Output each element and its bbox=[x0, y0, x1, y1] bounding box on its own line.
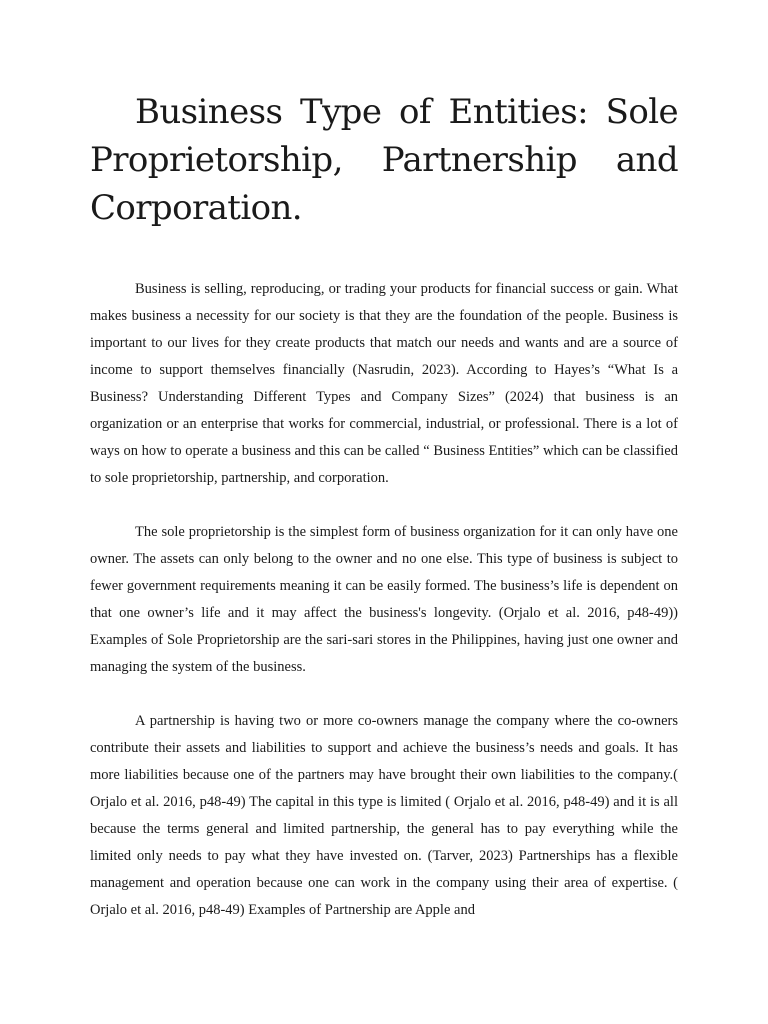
paragraph-business-definition: Business is selling, reproducing, or trading your products for financial success or gain. What makes business a necessity for our society is that they are the foundation of the people. Business is important to our lives for they create products that match our needs and wants and are a source of income to support themselves financially (Nasrudin, 2023). According to Hayes’s “What Is a Business? Understanding Different Types and Company Sizes” (2024) that business is an organization or an enterprise that works for commercial, industrial, or professional. There is a lot of ways on how to operate a business and this can be called “ Business Entities” which can be classified to sole proprietorship, partnership, and corporation. bbox=[90, 281, 678, 486]
document-body bbox=[90, 276, 678, 951]
paragraph-partnership: A partnership is having two or more co-owners manage the company where the co-owners contribute their assets and liabilities to support and achieve the business’s needs and goals. It has more liabilities because one of the partners may have brought their own liabilities to the company.( Orjalo et al. 2016, p48-49) The capital in this type is limited ( Orjalo et al. 2016, p48-49) and it is all because the terms general and limited partnership, the general has to pay everything while the limited only needs to pay what they have invested on. (Tarver, 2023) Partnerships has a flexible management and operation because one can work in the company using their area of expertise. ( Orjalo et al. 2016, p48-49) Examples of Partnership are Apple and bbox=[90, 713, 678, 918]
document-title: Business Type of Entities: Sole Proprietorship, Partnership and Corporation. bbox=[90, 92, 678, 228]
paragraph-sole-proprietorship: The sole proprietorship is the simplest form of business organization for it can only have one owner. The assets can only belong to the owner and no one else. This type of business is subject to fewer government requirements meaning it can be easily formed. The business’s life is dependent on that one owner’s life and it may affect the business's longevity. (Orjalo et al. 2016, p48-49)) Examples of Sole Proprietorship are the sari-sari stores in the Philippines, having just one owner and managing the system of the business. bbox=[90, 524, 678, 675]
